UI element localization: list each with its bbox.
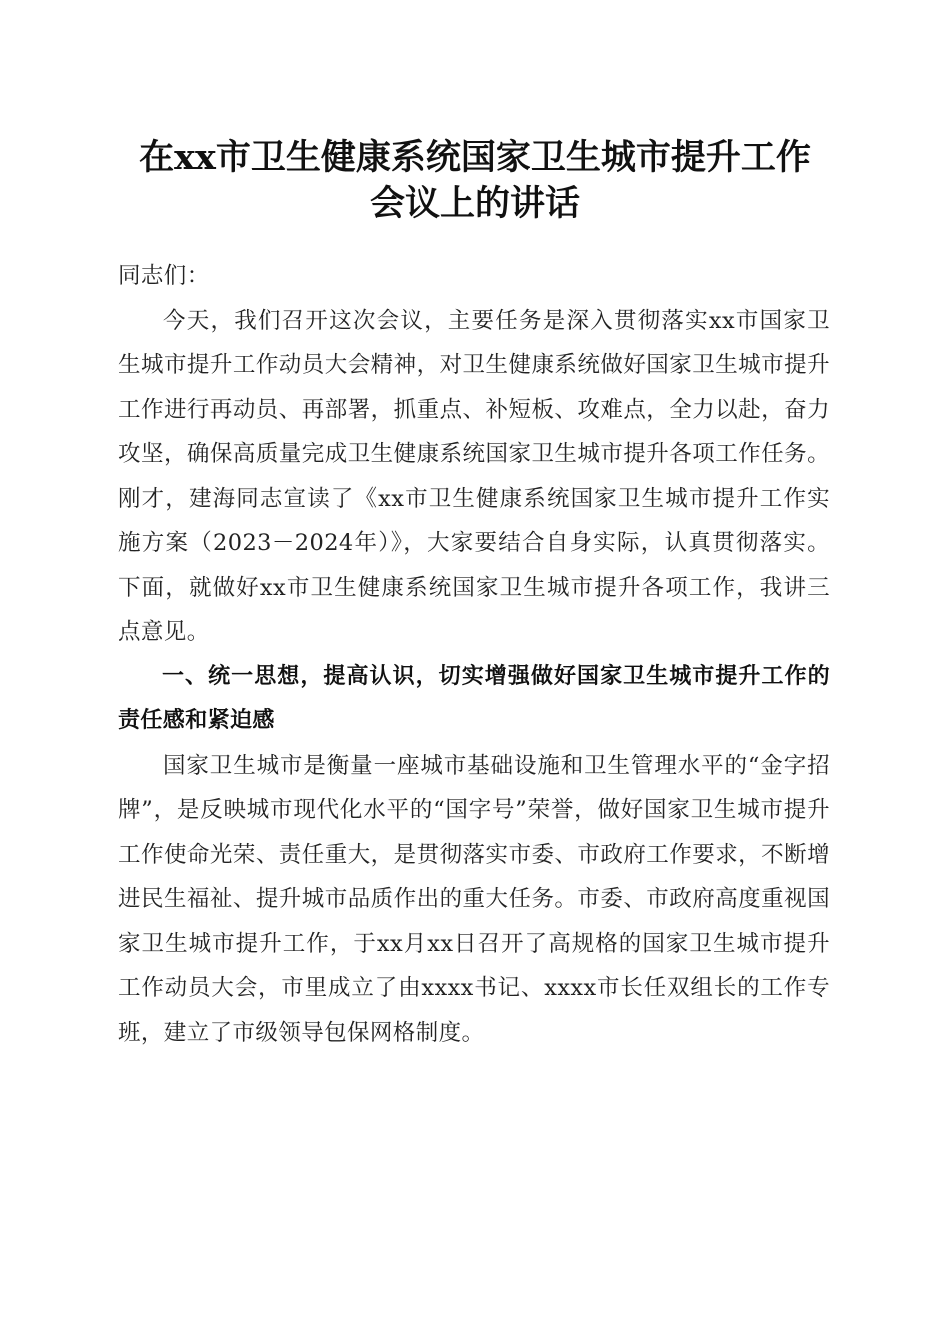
section-heading-1: 一、统一思想，提高认识，切实增强做好国家卫生城市提升工作的责任感和紧迫感	[118, 663, 830, 733]
title-line-1: 在xx市卫生健康系统国家卫生城市提升工作	[139, 137, 811, 178]
document-title	[100, 135, 850, 227]
title-line-2: 会议上的讲话	[369, 183, 580, 224]
paragraph-intro: 今天，我们召开这次会议，主要任务是深入贯彻落实xx市国家卫生城市提升工作动员大会精神，对卫生健康系统做好国家卫生城市提升工作进行再动员、再部署，抓重点、补短板、攻难点，全力以赴，奋力攻坚，确保高质量完成卫生健康系统国家卫生城市提升各项工作任务。刚才，建海同志宣读了《xx市卫生健康系统国家卫生城市提升工作实施方案（2023－2024年）》，大家要结合自身实际，认真贯彻落实。下面，就做好xx市卫生健康系统国家卫生城市提升各项工作，我讲三点意见。	[118, 307, 830, 645]
salutation: 同志们：	[118, 263, 210, 289]
document-body	[118, 254, 830, 1055]
paragraph-section-1: 国家卫生城市是衡量一座城市基础设施和卫生管理水平的“金字招牌”，是反映城市现代化水平的“国字号”荣誉，做好国家卫生城市提升工作使命光荣、责任重大，是贯彻落实市委、市政府工作要求，不断增进民生福祉、提升城市品质作出的重大任务。市委、市政府高度重视国家卫生城市提升工作，于xx月xx日召开了高规格的国家卫生城市提升工作动员大会，市里成立了由xxxx书记、xxxx市长任双组长的工作专班，建立了市级领导包保网格制度。	[118, 752, 830, 1046]
